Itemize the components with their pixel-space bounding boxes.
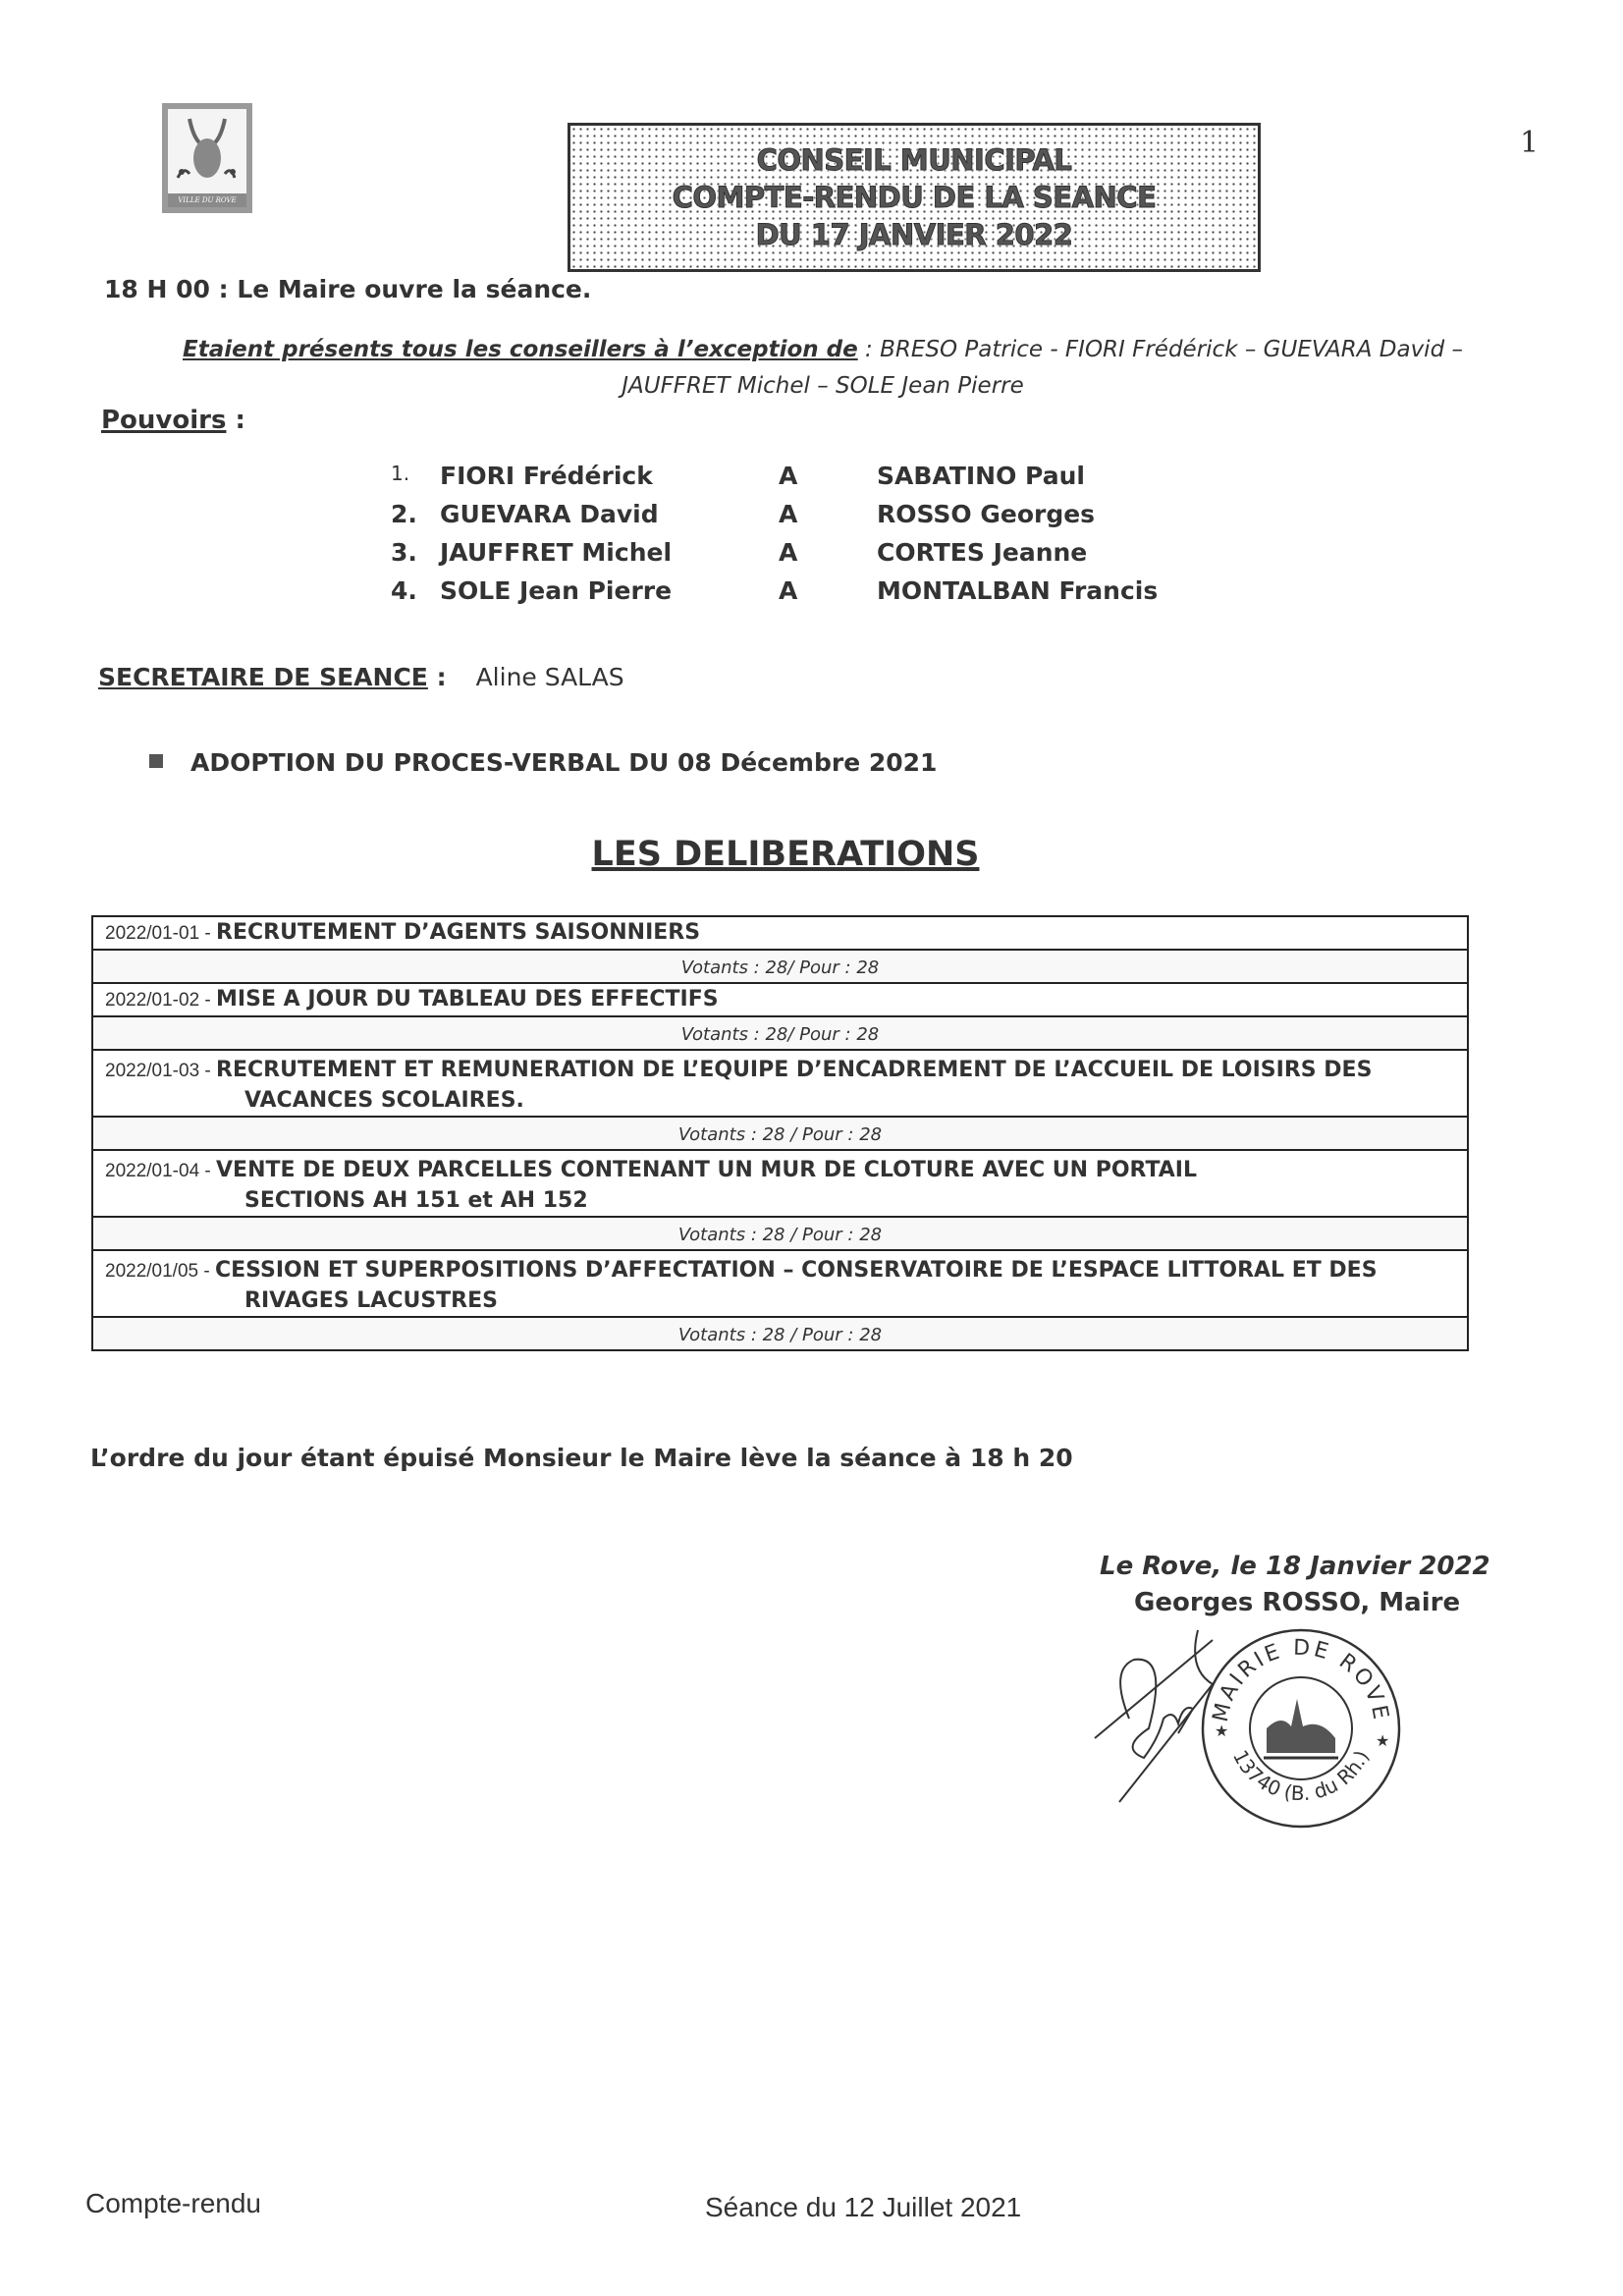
- deliberation-ref: 2022/01-02 -: [105, 990, 217, 1011]
- deliberation-row: [93, 1051, 1467, 1118]
- proxy-to: CORTES Jeanne: [877, 538, 1088, 567]
- svg-text:13740 (B. du Rh.): [1228, 1746, 1374, 1805]
- secretaire-label: SECRETAIRE DE SEANCE: [98, 663, 428, 691]
- proxy-row: [391, 462, 1274, 499]
- deliberation-subject: MISE A JOUR DU TABLEAU DES EFFECTIFS: [216, 987, 719, 1011]
- signature-name: Georges ROSSO, Maire: [1134, 1588, 1461, 1617]
- deliberation-subject: RECRUTEMENT D’AGENTS SAISONNIERS: [216, 920, 701, 945]
- proxy-from: SOLE Jean Pierre: [440, 576, 673, 605]
- proxy-a: A: [779, 500, 798, 528]
- deliberations-title: [0, 835, 1571, 874]
- opening-line: 18 H 00 : Le Maire ouvre la séance.: [104, 275, 592, 303]
- secretaire-suffix: :: [427, 663, 447, 691]
- proxy-row: [391, 500, 1274, 537]
- deliberation-subject-cont: RIVAGES LACUSTRES: [244, 1288, 498, 1313]
- pouvoirs-label: Pouvoirs: [101, 406, 227, 435]
- goat-crest-icon: [168, 109, 246, 193]
- proxy-number: 3.: [391, 538, 417, 567]
- proxy-a: A: [779, 462, 798, 490]
- deliberation-subject-cont: VACANCES SCOLAIRES.: [244, 1088, 524, 1113]
- mairie-stamp-icon: [1193, 1620, 1409, 1836]
- deliberation-vote: Votants : 28 / Pour : 28: [93, 1318, 1467, 1349]
- deliberation-ref: 2022/01-03 -: [105, 1061, 217, 1081]
- deliberation-row: [93, 1251, 1467, 1318]
- deliberation-ref: 2022/01-04 -: [105, 1161, 217, 1181]
- absent-list-line-1: BRESO Patrice - FIORI Frédérick – GUEVARA David –: [880, 337, 1463, 362]
- deliberation-row: [93, 984, 1467, 1017]
- proxy-from: FIORI Frédérick: [440, 462, 653, 490]
- deliberation-vote: Votants : 28/ Pour : 28: [93, 1017, 1467, 1051]
- stamp-top-text: MAIRIE DE ROVE: [1208, 1635, 1393, 1724]
- pouvoirs-suffix: :: [226, 406, 245, 435]
- absent-list-line-2: JAUFFRET Michel – SOLE Jean Pierre: [622, 373, 1024, 399]
- deliberation-ref: 2022/01/05 -: [105, 1261, 215, 1282]
- deliberation-vote: Votants : 28 / Pour : 28: [93, 1218, 1467, 1251]
- deliberation-row: [93, 917, 1467, 951]
- town-logo: [162, 103, 252, 213]
- proxy-from: GUEVARA David: [440, 500, 659, 528]
- deliberation-row: [93, 1151, 1467, 1218]
- closing-line: L’ordre du jour étant épuisé Monsieur le Maire lève la séance à 18 h 20: [90, 1444, 1073, 1472]
- secretaire-value: Aline SALAS: [475, 663, 624, 691]
- svg-text:MAIRIE DE ROVE: [1209, 1636, 1393, 1724]
- proxy-from: JAUFFRET Michel: [440, 538, 673, 567]
- adoption-text: ADOPTION DU PROCES-VERBAL DU 08 Décembre 2021: [190, 748, 938, 777]
- secretaire-line: [98, 663, 624, 691]
- attendance-block: [126, 332, 1520, 405]
- attendance-label: Etaient présents tous les conseillers à l’exception de: [183, 337, 858, 362]
- logo-caption: VILLE DU ROVE: [168, 193, 246, 207]
- deliberation-subject: RECRUTEMENT ET REMUNERATION DE L’EQUIPE D’ENCADREMENT DE L’ACCUEIL DE LOISIRS DES: [216, 1058, 1373, 1082]
- proxy-row: [391, 576, 1274, 614]
- title-line-3: DU 17 JANVIER 2022: [755, 218, 1073, 251]
- proxy-to: SABATINO Paul: [877, 462, 1085, 490]
- footer-left: Compte-rendu: [85, 2188, 261, 2218]
- adoption-item: [149, 748, 937, 777]
- deliberation-vote: Votants : 28/ Pour : 28: [93, 951, 1467, 984]
- attendance-separator: :: [857, 337, 881, 362]
- proxy-row: [391, 538, 1274, 575]
- stamp-star-icon: ★: [1376, 1731, 1390, 1750]
- proxy-number: 4.: [391, 576, 417, 605]
- stamp-star-icon: ★: [1215, 1722, 1229, 1740]
- deliberations-title-text: LES DELIBERATIONS: [591, 835, 980, 874]
- footer-right: Séance du 12 Juillet 2021: [705, 2192, 1022, 2222]
- proxy-a: A: [779, 538, 798, 567]
- page-number: 1: [1520, 126, 1540, 160]
- deliberation-vote: Votants : 28 / Pour : 28: [93, 1118, 1467, 1151]
- stamp-bottom-text: 13740 (B. du Rh.): [1227, 1746, 1374, 1806]
- proxy-to: ROSSO Georges: [877, 500, 1096, 528]
- square-bullet-icon: [149, 754, 163, 768]
- title-line-2: COMPTE-RENDU DE LA SEANCE: [672, 181, 1157, 214]
- deliberation-subject-cont: SECTIONS AH 151 et AH 152: [244, 1188, 588, 1213]
- signature-place-date: Le Rove, le 18 Janvier 2022: [1100, 1552, 1490, 1581]
- title-line-1: CONSEIL MUNICIPAL: [756, 143, 1072, 177]
- deliberation-ref: 2022/01-01 -: [105, 923, 217, 944]
- proxy-to: MONTALBAN Francis: [877, 576, 1159, 605]
- document-title-box: [568, 123, 1261, 272]
- proxy-a: A: [779, 576, 798, 605]
- proxy-number: 2.: [391, 500, 417, 528]
- proxy-number: 1.: [391, 462, 410, 485]
- deliberation-subject: VENTE DE DEUX PARCELLES CONTENANT UN MUR DE CLOTURE AVEC UN PORTAIL: [216, 1158, 1198, 1182]
- pouvoirs-heading: [101, 406, 245, 435]
- deliberation-subject: CESSION ET SUPERPOSITIONS D’AFFECTATION – CONSERVATOIRE DE L’ESPACE LITTORAL ET DES: [214, 1258, 1378, 1283]
- deliberations-table: [91, 915, 1469, 1351]
